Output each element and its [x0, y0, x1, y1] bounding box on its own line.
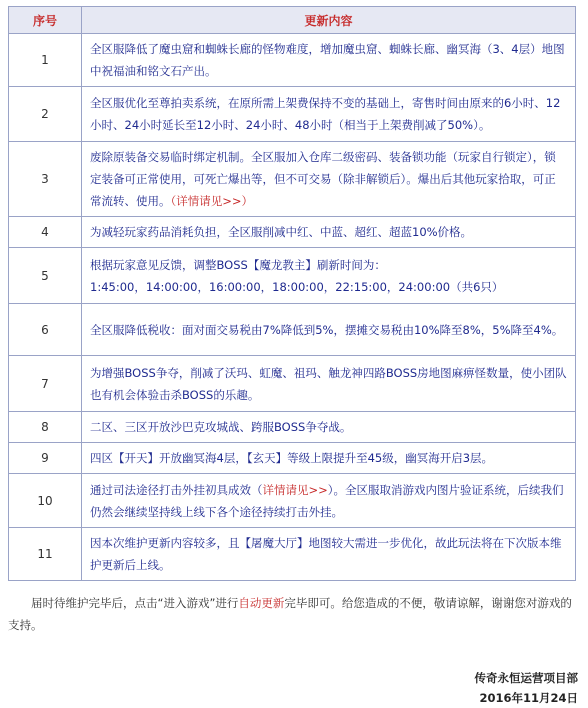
row-number: 10 — [9, 474, 82, 528]
row-number: 6 — [9, 304, 82, 356]
header-index: 序号 — [9, 7, 82, 34]
table-row — [9, 87, 576, 142]
footer-text-pre: 届时待维护完毕后，点击“进入游戏”进行 — [31, 595, 239, 610]
table-row — [9, 248, 576, 304]
row-content — [82, 142, 576, 217]
row-number: 8 — [9, 412, 82, 443]
row-content: 为增强BOSS争夺，削减了沃玛、虹魔、祖玛、触龙神四路BOSS房地图麻痹怪数量，使小团队也有机会体验击杀BOSS的乐趣。 — [82, 356, 576, 412]
table-row — [9, 304, 576, 356]
row-number: 2 — [9, 87, 82, 142]
row-content: 因本次维护更新内容较多，且【屠魔大厅】地图较大需进一步优化，故此玩法将在下次版本维护更新后上线。 — [82, 528, 576, 581]
footer-note — [8, 592, 576, 636]
row-number: 11 — [9, 528, 82, 581]
table-row — [9, 528, 576, 581]
table-row — [9, 217, 576, 248]
update-table — [8, 6, 576, 581]
row-content: 为减轻玩家药品消耗负担，全区服削减中红、中蓝、超红、超蓝10%价格。 — [82, 217, 576, 248]
table-row — [9, 142, 576, 217]
row-content: 全区服降低了魔虫窟和蜘蛛长廊的怪物难度，增加魔虫窟、蜘蛛长廊、幽冥海（3、4层）地图中祝福油和铭文石产出。 — [82, 34, 576, 87]
row-text-line2: 1:45:00，14:00:00，16:00:00，18:00:00，22:15:00，24:00:00（共6只） — [90, 279, 504, 294]
row-number: 1 — [9, 34, 82, 87]
signature-date: 2016年11月24日 — [479, 691, 578, 705]
row-number: 9 — [9, 443, 82, 474]
details-link[interactable]: 详情请见>> — [262, 482, 328, 497]
table-row — [9, 474, 576, 528]
footer-text-post: 完毕即可。给您造成的不便，敬请谅解，谢谢您对游戏的支持。 — [8, 595, 572, 632]
row-text: 废除原装备交易临时绑定机制。全区服加入仓库二级密码、装备锁功能（玩家自行锁定），锁定装备可正常使用，可死亡爆出等，但不可交易（除非解锁后）。爆出后其他玩家拾取，可正常流转、使用。 — [90, 150, 556, 208]
row-content: 四区【开天】开放幽冥海4层，【玄天】等级上限提升至45级，幽冥海开启3层。 — [82, 443, 576, 474]
table-row — [9, 412, 576, 443]
row-text-pre: 通过司法途径打击外挂初具成效（ — [90, 482, 263, 497]
row-content — [82, 248, 576, 304]
row-content: 全区服优化至尊拍卖系统，在原所需上架费保持不变的基础上，寄售时间由原来的6小时、12小时、24小时延长至12小时、24小时、48小时（相当于上架费削减了50%）。 — [82, 87, 576, 142]
table-row — [9, 34, 576, 87]
details-link[interactable]: （详情请见>>） — [170, 194, 254, 208]
row-text-post: ）。全区服取消游戏内图片验证系统，后续我们仍然会继续坚持线上线下各个途径持续打击外挂。 — [90, 482, 564, 519]
row-number: 3 — [9, 142, 82, 217]
row-content: 全区服降低税收：面对面交易税由7%降低到5%，摆摊交易税由10%降至8%，5%降至4%。 — [82, 304, 576, 356]
table-header-row — [9, 7, 576, 34]
table-row — [9, 356, 576, 412]
header-content: 更新内容 — [82, 7, 576, 34]
row-content: 二区、三区开放沙巴克攻城战、跨服BOSS争夺战。 — [82, 412, 576, 443]
row-content — [82, 474, 576, 528]
row-number: 4 — [9, 217, 82, 248]
table-row — [9, 443, 576, 474]
signature-org: 传奇永恒运营项目部 — [474, 671, 578, 685]
row-number: 5 — [9, 248, 82, 304]
signature — [475, 668, 579, 708]
row-text-line1: 根据玩家意见反馈，调整BOSS【魔龙教主】刷新时间为： — [90, 257, 386, 272]
footer-highlight: 自动更新 — [238, 595, 285, 610]
row-number: 7 — [9, 356, 82, 412]
